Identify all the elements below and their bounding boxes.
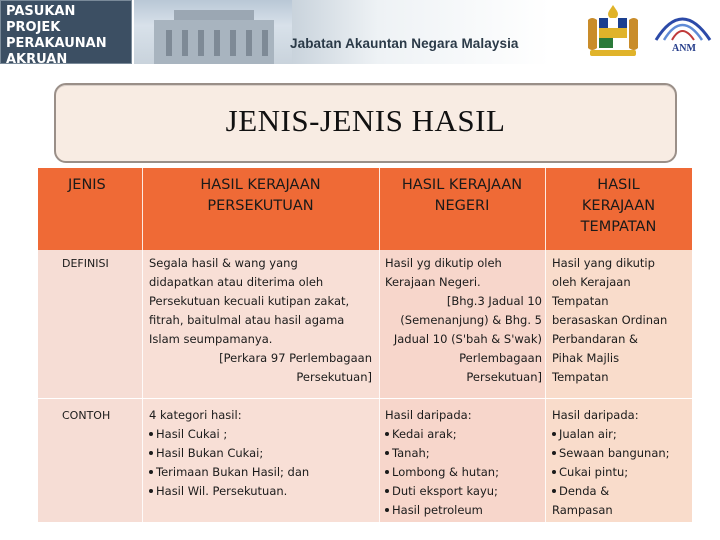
- definisi-negeri-text: [385, 254, 502, 292]
- header-tempatan-line-2: KERAJAAN: [581, 198, 656, 214]
- row-label-definisi: DEFINISI: [62, 257, 109, 270]
- project-line-3: AKRUAN: [6, 52, 68, 67]
- list-item: [149, 444, 309, 463]
- list-item-text: Duti eksport kayu;: [392, 484, 498, 498]
- list-item: [552, 463, 670, 482]
- bullet-icon: [385, 451, 389, 455]
- def-tempatan-line-5: Perbandaran &: [552, 332, 638, 346]
- def-negeri-ref-line-5: Persekutuan]: [466, 370, 542, 384]
- coat-of-arms-icon: [582, 2, 644, 60]
- bullet-icon: [149, 432, 153, 436]
- def-negeri-ref-line-2: (Semenanjung) & Bhg. 5: [400, 313, 542, 327]
- header-negeri-line-1: HASIL KERAJAAN: [401, 177, 523, 193]
- def-persekutuan-line-3: Persekutuan kecuali kutipan zakat,: [149, 294, 350, 308]
- def-negeri-ref-line-4: Perlembagaan: [459, 351, 542, 365]
- list-item-text: Lombong & hutan;: [392, 465, 499, 479]
- definisi-negeri-reference: [385, 292, 542, 387]
- table-header-row: [38, 168, 692, 250]
- list-item: [385, 444, 499, 463]
- anm-logo-text: ANM: [672, 43, 696, 54]
- page-title: JENIS-JENIS HASIL: [225, 103, 506, 138]
- header-tempatan-line-1: HASIL: [597, 177, 640, 193]
- def-negeri-line-1: Hasil yg dikutip oleh: [385, 256, 502, 270]
- list-item-text: Kedai arak;: [392, 427, 457, 441]
- header-cell-persekutuan: [142, 168, 379, 250]
- header-cell-tempatan: [545, 168, 692, 250]
- project-line-2: PERAKAUNAN: [6, 36, 107, 51]
- anm-arc-icon: [648, 4, 716, 44]
- header-persekutuan-line-1: HASIL KERAJAAN: [200, 177, 321, 193]
- column-divider: [379, 168, 380, 522]
- anm-logo: [648, 4, 716, 60]
- row-divider: [38, 398, 692, 399]
- def-persekutuan-ref-line-2: Persekutuan]: [296, 370, 372, 384]
- bullet-icon: [552, 489, 556, 493]
- contoh-negeri-intro: Hasil daripada:: [385, 408, 472, 422]
- def-negeri-ref-line-3: Jadual 10 (S'bah & S'wak): [393, 332, 542, 346]
- def-persekutuan-ref-line-1: [Perkara 97 Perlembagaan: [219, 351, 372, 365]
- row-label-contoh: CONTOH: [62, 409, 111, 422]
- list-item-text: Hasil Bukan Cukai;: [156, 446, 264, 460]
- definisi-persekutuan-reference: [149, 349, 372, 387]
- header-cell-jenis: [38, 168, 142, 250]
- bullet-icon: [385, 489, 389, 493]
- list-item: [149, 425, 309, 444]
- list-item: [552, 425, 670, 444]
- bullet-icon: [149, 470, 153, 474]
- list-item: [149, 482, 309, 501]
- bullet-icon: [385, 508, 389, 512]
- title-box: [54, 83, 677, 163]
- bullet-icon: [385, 432, 389, 436]
- bullet-icon: [149, 489, 153, 493]
- list-item: [385, 482, 499, 501]
- def-negeri-ref-line-1: [Bhg.3 Jadual 10: [446, 294, 542, 308]
- contoh-negeri-list: [385, 406, 499, 520]
- agency-name: Jabatan Akauntan Negara Malaysia: [290, 36, 519, 51]
- def-persekutuan-line-4: fitrah, baitulmal atau hasil agama: [149, 313, 345, 327]
- column-divider: [545, 168, 546, 522]
- header-jenis-text: JENIS: [68, 177, 106, 193]
- def-tempatan-line-2: oleh Kerajaan: [552, 275, 631, 289]
- list-item: [385, 425, 499, 444]
- bullet-icon: [385, 470, 389, 474]
- list-item: [552, 444, 670, 463]
- page-header: [0, 0, 720, 66]
- project-team-box: [0, 0, 132, 67]
- def-tempatan-line-3: Tempatan: [552, 294, 609, 308]
- def-persekutuan-line-5: Islam seumpamanya.: [149, 332, 273, 346]
- table-body: [38, 250, 692, 522]
- contoh-persekutuan-list: [149, 406, 309, 501]
- definisi-tempatan-text: [552, 254, 667, 387]
- revenue-types-table: [38, 168, 692, 522]
- list-item-text: Hasil Wil. Persekutuan.: [156, 484, 288, 498]
- header-tempatan-line-3: TEMPATAN: [580, 219, 657, 235]
- def-tempatan-line-7: Tempatan: [552, 370, 609, 384]
- list-item-text: Tanah;: [392, 446, 430, 460]
- definisi-persekutuan-text: [149, 254, 349, 349]
- column-divider: [142, 168, 143, 522]
- list-item-text: Sewaan bangunan;: [559, 446, 670, 460]
- list-item-text: Hasil Cukai ;: [156, 427, 228, 441]
- bullet-icon: [552, 470, 556, 474]
- header-persekutuan-line-2: PERSEKUTUAN: [207, 198, 314, 214]
- list-item: [385, 463, 499, 482]
- building-photo: [134, 0, 292, 64]
- list-item: [149, 463, 309, 482]
- def-persekutuan-line-1: Segala hasil & wang yang: [149, 256, 298, 270]
- def-tempatan-line-6: Pihak Majlis: [552, 351, 620, 365]
- contoh-tempatan-intro: Hasil daripada:: [552, 408, 639, 422]
- list-item-text: Cukai pintu;: [559, 465, 629, 479]
- header-negeri-line-2: NEGERI: [434, 198, 490, 214]
- bullet-icon: [149, 451, 153, 455]
- list-item-text: Jualan air;: [559, 427, 617, 441]
- header-cell-negeri: [379, 168, 545, 250]
- bullet-icon: [552, 451, 556, 455]
- contoh-tempatan-tail: Rampasan: [552, 503, 613, 517]
- def-tempatan-line-1: Hasil yang dikutip: [552, 256, 655, 270]
- def-negeri-line-2: Kerajaan Negeri.: [385, 275, 481, 289]
- bullet-icon: [552, 432, 556, 436]
- list-item: [552, 482, 670, 501]
- list-item-text: Denda &: [559, 484, 610, 498]
- list-item-text: Terimaan Bukan Hasil; dan: [156, 465, 310, 479]
- list-item-text: Hasil petroleum: [392, 503, 483, 517]
- contoh-tempatan-list: [552, 406, 670, 520]
- contoh-persekutuan-intro: 4 kategori hasil:: [149, 408, 242, 422]
- def-persekutuan-line-2: didapatkan atau diterima oleh: [149, 275, 324, 289]
- list-item: [385, 501, 499, 520]
- def-tempatan-line-4: berasaskan Ordinan: [552, 313, 668, 327]
- project-line-1: PASUKAN PROJEK: [6, 4, 76, 35]
